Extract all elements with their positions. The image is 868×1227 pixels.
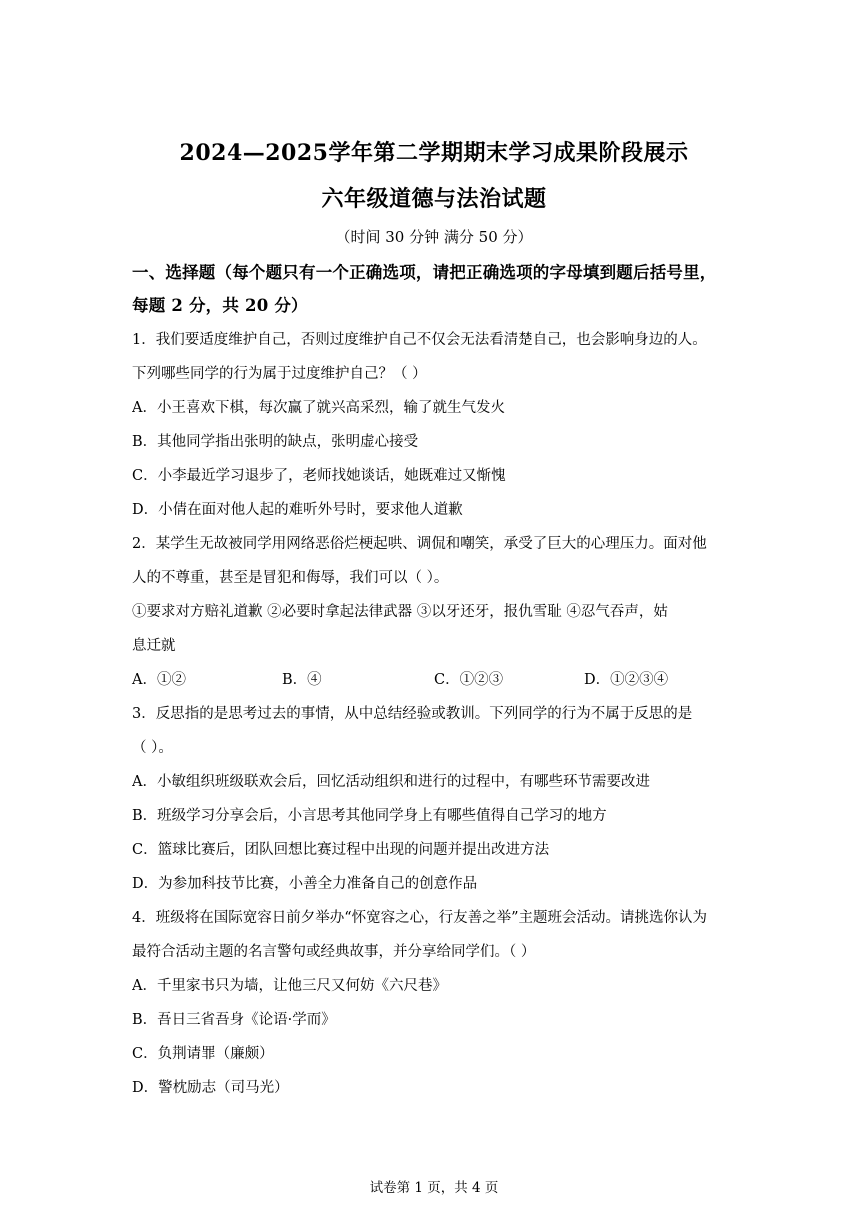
- question-2-option-d: D．①②③④: [584, 672, 669, 688]
- question-3-option-b: B．班级学习分享会后，小言思考其他同学身上有哪些值得自己学习的地方: [132, 808, 607, 824]
- question-3-option-c: C．篮球比赛后，团队回想比赛过程中出现的问题并提出改进方法: [132, 842, 550, 858]
- question-4-option-d: D．警枕励志（司马光）: [132, 1080, 289, 1096]
- question-1-stem-line2: 下列哪些同学的行为属于过度维护自己？（ ）: [132, 366, 427, 382]
- question-4-option-c: C．负荆请罪（廉颇）: [132, 1046, 274, 1062]
- question-list: [132, 323, 742, 1105]
- question-4-stem-line2: 最符合活动主题的名言警句或经典故事，并分享给同学们。（ ）: [132, 944, 536, 960]
- question-4-option-a: A．千里家书只为墙，让他三尺又何妨《六尺巷》: [132, 978, 447, 994]
- question-1-option-d: D．小倩在面对他人起的难听外号时，要求他人道歉: [132, 502, 463, 518]
- question-1: [132, 323, 742, 527]
- question-4: [132, 901, 742, 1105]
- exam-title: 2024—2025学年第二学期期末学习成果阶段展示: [179, 140, 689, 166]
- page-footer: 试卷第 1 页，共 4 页: [369, 1180, 499, 1196]
- question-3-stem-line1: 3．反思指的是思考过去的事情，从中总结经验或教训。下列同学的行为不属于反思的是: [132, 706, 693, 722]
- section-heading-line1: 一、选择题（每个题只有一个正确选项，请把正确选项的字母填到题后括号里，: [132, 263, 717, 282]
- question-1-stem-line1: 1．我们要适度维护自己，否则过度维护自己不仅会无法看清楚自己，也会影响身边的人。: [132, 332, 707, 348]
- question-3: [132, 697, 742, 901]
- question-2-choices-line2: 息迁就: [132, 638, 176, 654]
- section-heading-line2: 每题 2 分，共 20 分）: [132, 296, 308, 315]
- question-1-option-a: A．小王喜欢下棋，每次赢了就兴高采烈，输了就生气发火: [132, 400, 505, 416]
- section-heading: [132, 256, 752, 322]
- exam-time-score: （时间 30 分钟 满分 50 分）: [335, 228, 533, 246]
- question-3-stem-line2: （ ）。: [132, 740, 173, 756]
- question-2-option-c: C．①②③: [434, 672, 504, 688]
- question-1-option-c: C．小李最近学习退步了，老师找她谈话，她既难过又惭愧: [132, 468, 506, 484]
- question-2-stem-line2: 人的不尊重，甚至是冒犯和侮辱，我们可以（ ）。: [132, 570, 449, 586]
- question-3-option-a: A．小敏组织班级联欢会后，回忆活动组织和进行的过程中，有哪些环节需要改进: [132, 774, 650, 790]
- question-3-option-d: D．为参加科技节比赛，小善全力准备自己的创意作品: [132, 876, 478, 892]
- question-2-options-row: [132, 663, 742, 697]
- question-2-stem-line1: 2．某学生无故被同学用网络恶俗烂梗起哄、调侃和嘲笑，承受了巨大的心理压力。面对他: [132, 536, 707, 552]
- question-4-option-b: B．吾日三省吾身《论语·学而》: [132, 1012, 336, 1028]
- question-4-stem-line1: 4．班级将在国际宽容日前夕举办“怀宽容之心，行友善之举”主题班会活动。请挑选你认为: [132, 910, 708, 926]
- question-2: [132, 527, 742, 697]
- question-2-option-b: B．④: [282, 672, 322, 688]
- question-2-option-a: A．①②: [132, 672, 186, 688]
- exam-subject-title: 六年级道德与法治试题: [321, 186, 547, 212]
- question-2-choices-line1: ①要求对方赔礼道歉 ②必要时拿起法律武器 ③以牙还牙，报仇雪耻 ④忍气吞声，姑: [132, 604, 668, 620]
- question-1-option-b: B．其他同学指出张明的缺点，张明虚心接受: [132, 434, 419, 450]
